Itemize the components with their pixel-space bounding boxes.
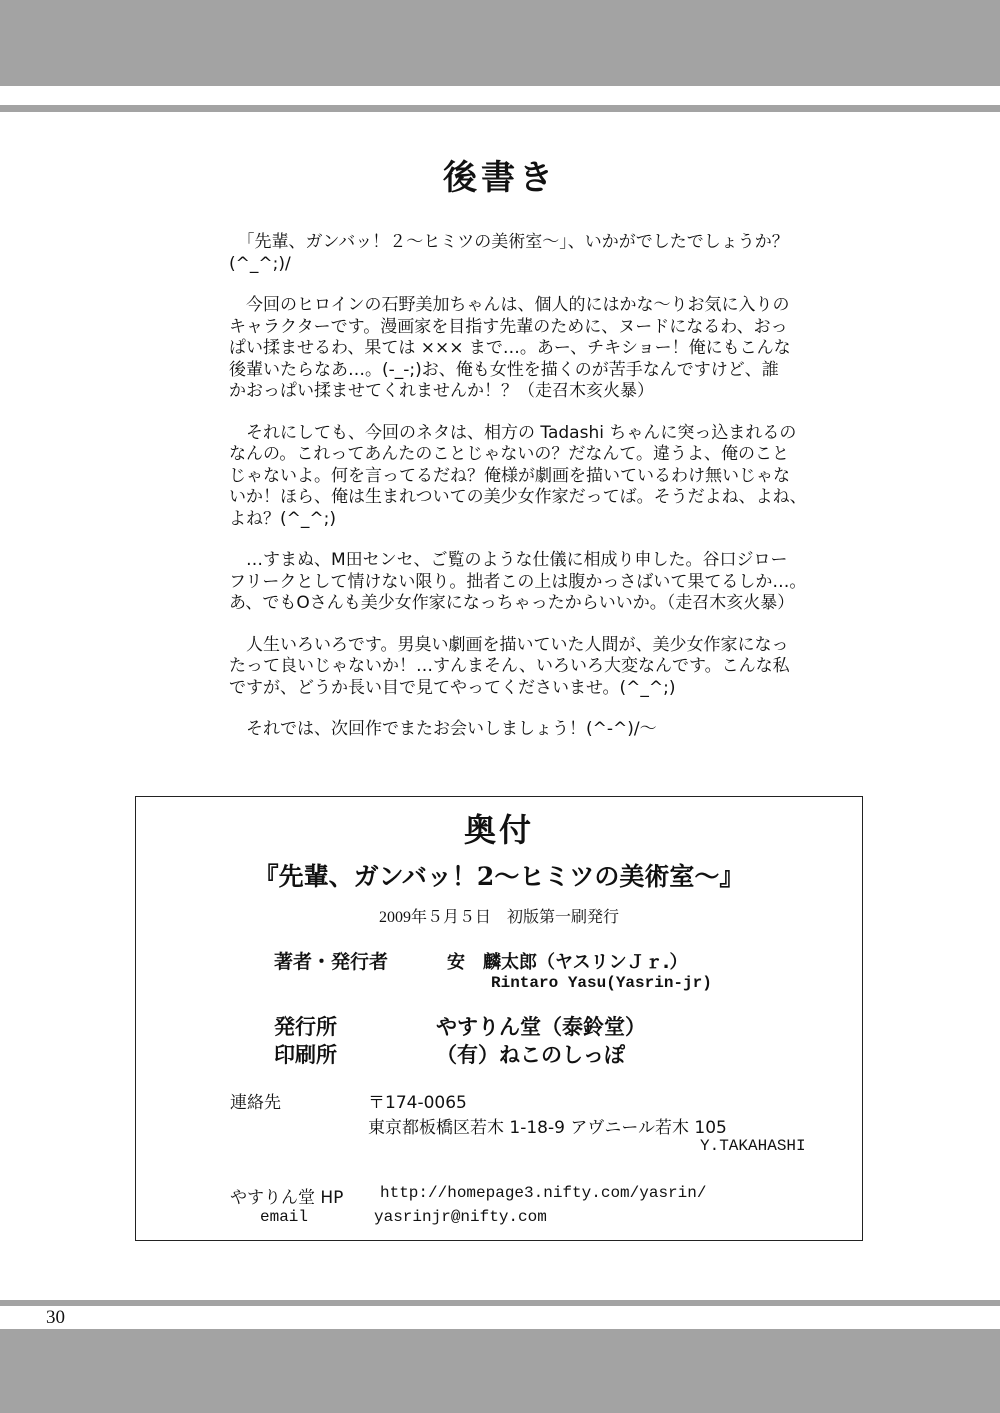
homepage-url[interactable]: http://homepage3.nifty.com/yasrin/	[380, 1184, 707, 1202]
afterword-paragraph	[229, 295, 829, 403]
publisher-label: 発行所	[274, 1015, 337, 1039]
afterword-paragraph	[229, 423, 829, 531]
postal-code: 〒174-0065	[368, 1093, 467, 1113]
afterword-line: 「先輩、ガンバッ！２〜ヒミツの美術室〜」、いかがでしたでしょうか？	[229, 232, 789, 252]
homepage-label: やすりん堂 HP	[230, 1188, 344, 1208]
afterword-line: たって良いじゃないか！…すんまそん、いろいろ大変なんです。こんな私	[229, 656, 790, 676]
afterword-line: …すまぬ、M田センセ、ご覧のような仕儀に相成り申した。谷口ジロー	[229, 550, 788, 570]
colophon-box	[135, 796, 863, 1241]
email-address[interactable]: yasrinjr@nifty.com	[374, 1208, 547, 1226]
contact-label: 連絡先	[230, 1093, 281, 1113]
printer-name: （有）ねこのしっぽ	[436, 1043, 625, 1067]
top-gray-band	[0, 0, 1000, 86]
afterword-line: 今回のヒロインの石野美加ちゃんは、個人的にはかな〜りお気に入りの	[229, 295, 790, 315]
afterword-line: なんの。これってあんたのことじゃないの？だなんて。違うよ、俺のこと	[229, 444, 789, 464]
afterword-line: 後輩いたらなあ…。(-_-;)お、俺も女性を描くのが苦手なんですけど、誰	[229, 359, 779, 380]
afterword-line: 人生いろいろです。男臭い劇画を描いていた人間が、美少女作家になっ	[229, 634, 789, 655]
afterword-paragraph	[229, 550, 829, 615]
top-rule	[0, 105, 1000, 112]
author-label: 著者・発行者	[274, 951, 389, 973]
page-number: 30	[46, 1307, 65, 1328]
afterword-line: フリークとして情けない限り。拙者この上は腹かっさばいて果てるしか…。	[229, 571, 807, 592]
publish-date: 2009年５月５日 初版第一刷発行	[378, 909, 619, 926]
afterword-line: じゃないよ。何を言ってるだね？俺様が劇画を描いているわけ無いじゃな	[229, 465, 790, 486]
afterword-paragraph	[229, 719, 829, 741]
afterword-line: いか！ほら、俺は生まれついての美少女作家だってば。そうだよね、よね、	[229, 487, 807, 507]
author-roman: Rintaro Yasu(Yasrin-jr)	[491, 974, 712, 992]
afterword-line: それでは、次回作でまたお会いしましょう！(^-^)/〜	[229, 719, 657, 739]
address: 東京都板橋区若木 1-18-9 アヴニール若木 105	[368, 1118, 727, 1138]
bottom-gray-band	[0, 1329, 1000, 1413]
afterword-line: (^_^;)/	[229, 253, 291, 274]
printer-label: 印刷所	[274, 1043, 337, 1067]
afterword-line: それにしても、今回のネタは、相方の Tadashi ちゃんに突っ込まれるの	[229, 422, 797, 443]
afterword-title: 後書き	[443, 158, 557, 198]
afterword-paragraph	[229, 635, 829, 700]
publisher-name: やすりん堂（泰鈴堂）	[436, 1015, 646, 1039]
afterword-line: よね？(^_^;)	[229, 508, 336, 529]
afterword-line: キャラクターです。漫画家を目指す先輩のために、ヌードになるわ、おっ	[229, 316, 788, 337]
afterword-line: かおっぱい揉ませてくれませんか！？（走召木亥火暴）	[229, 381, 654, 401]
bottom-rule	[0, 1300, 1000, 1306]
afterword-paragraph	[229, 232, 829, 275]
book-title: 『先輩、ガンバッ！2〜ヒミツの美術室〜』	[253, 862, 745, 891]
author-name: 安 麟太郎（ヤスリンＪｒ.）	[447, 952, 688, 973]
contact-name: Y.TAKAHASHI	[700, 1137, 806, 1155]
afterword-line: あ、でもOさんも美少女作家になっちゃったからいいか。（走召木亥火暴）	[229, 593, 795, 613]
colophon-title: 奥付	[463, 811, 534, 849]
afterword-body	[229, 232, 829, 761]
email-label: email	[260, 1208, 309, 1226]
afterword-line: ですが、どうか長い目で見てやってくださいませ。(^_^;)	[229, 677, 676, 698]
afterword-line: ぱい揉ませるわ、果ては ××× まで…。あー、チキショー！俺にもこんな	[229, 338, 791, 358]
